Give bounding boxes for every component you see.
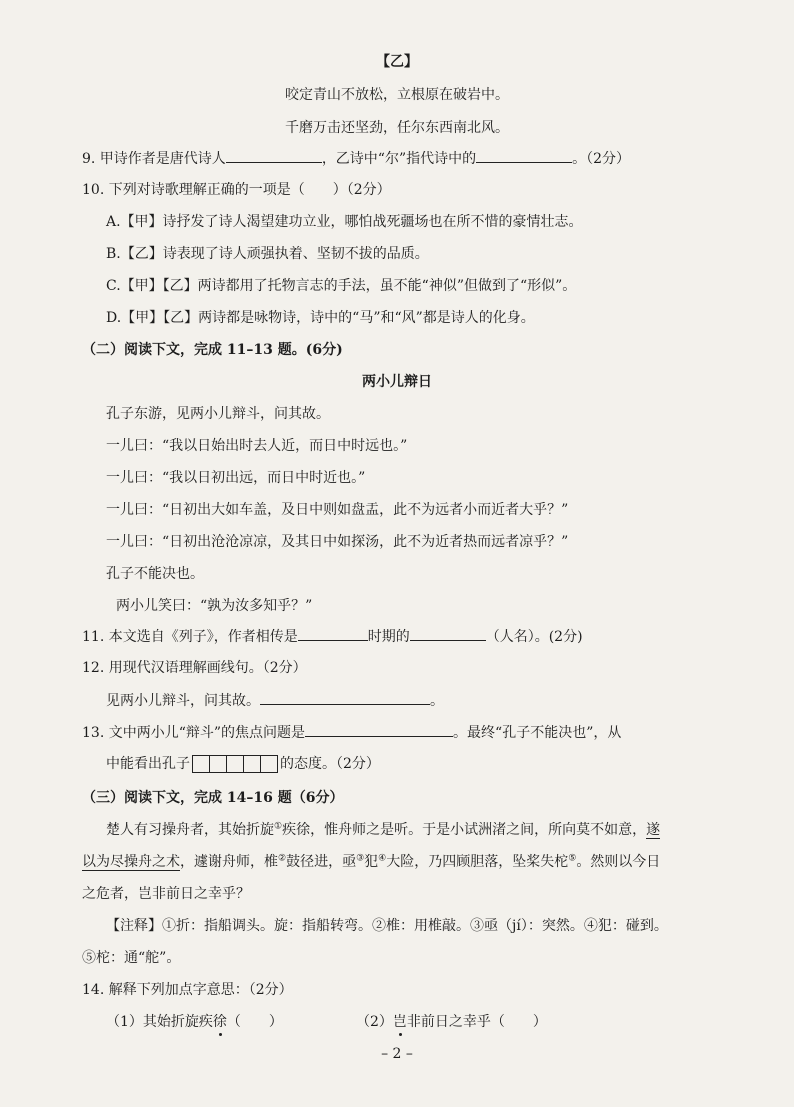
text-span: ，遽谢舟师，椎 xyxy=(180,854,278,870)
section-3-heading: （三）阅读下文，完成 14–16 题（6分） xyxy=(82,790,344,806)
q12-answer-line xyxy=(106,690,444,711)
note-ref-4: ④ xyxy=(378,853,387,864)
q10-option-d: D.【甲】【乙】两诗都是咏物诗，诗中的“马”和“风”都是诗人的化身。 xyxy=(106,310,535,326)
text-span: 。然则以今日 xyxy=(576,854,661,870)
passage-para-7: 两小儿笑曰：“孰为汝多知乎？” xyxy=(116,598,313,614)
poem-yi-heading: 【乙】 xyxy=(376,54,418,70)
note-ref-3: ③ xyxy=(356,853,365,864)
q14-item-2 xyxy=(356,1012,547,1032)
passage-para-1: 孔子东游，见两小儿辩斗，问其故。 xyxy=(106,406,330,422)
q9-blank-2[interactable] xyxy=(476,148,572,163)
passage-3-line-3: 之危者，岂非前日之幸乎？ xyxy=(82,886,250,902)
underlined-text: 以为尽操舟之术 xyxy=(82,854,180,870)
answer-box[interactable] xyxy=(209,755,227,773)
text-span: 鼓径进，亟 xyxy=(286,854,357,870)
q12-sentence: 见两小儿辩斗，问其故。 xyxy=(106,693,260,709)
q11-blank-1[interactable] xyxy=(298,626,368,641)
q9-suffix: 。（2分） xyxy=(572,151,631,167)
text-span: 楚人有习操舟者，其始折旋 xyxy=(106,822,274,838)
passage-para-5: 一儿曰：“日初出沧沧凉凉，及其日中如探汤，此不为近者热而远者凉乎？” xyxy=(106,534,569,550)
passage-para-4: 一儿曰：“日初出大如车盖，及日中则如盘盂，此不为远者小而近者大乎？” xyxy=(106,502,569,518)
dotted-char: 徐 xyxy=(212,1014,227,1030)
question-11 xyxy=(82,626,583,647)
q12-blank[interactable] xyxy=(260,690,430,705)
q9-prefix: 9. 甲诗作者是唐代诗人 xyxy=(82,151,226,167)
q13-mid: 。最终“孔子不能决也”，从 xyxy=(453,725,622,741)
passage-para-3: 一儿曰：“我以日初出远，而日中时近也。” xyxy=(106,470,366,486)
passage-para-2: 一儿曰：“我以日始出时去人近，而日中时远也。” xyxy=(106,438,408,454)
q9-blank-1[interactable] xyxy=(226,148,322,163)
question-13-line-2 xyxy=(106,754,380,774)
q11-prefix: 11. 本文选自《列子》，作者相传是 xyxy=(82,629,298,645)
answer-box[interactable] xyxy=(243,755,261,773)
q9-mid: ，乙诗中“尔”指代诗中的 xyxy=(321,151,477,167)
text-span: （1）其始折旋疾 xyxy=(106,1014,213,1030)
poem-yi-line-2: 千磨万击还坚劲，任尔东西南北风。 xyxy=(285,120,509,136)
q13-prefix: 13. 文中两小儿“辩斗”的焦点问题是 xyxy=(82,725,306,741)
question-13-line-1 xyxy=(82,722,621,743)
answer-box[interactable] xyxy=(226,755,244,773)
answer-box[interactable] xyxy=(192,755,210,773)
question-14-stem: 14. 解释下列加点字意思：（2分） xyxy=(82,982,293,998)
note-ref-2: ② xyxy=(278,853,287,864)
text-span: 犯 xyxy=(364,854,379,870)
passage-title: 两小儿辩日 xyxy=(362,374,432,390)
text-span: 疾徐，惟舟师之是听。于是小试洲渚之间，所向莫不如意， xyxy=(282,822,647,838)
passage-3-line-2 xyxy=(82,852,660,872)
q13-blank[interactable] xyxy=(305,722,453,737)
q13-line2-suffix: 的态度。（2分） xyxy=(280,756,380,772)
q12-end: 。 xyxy=(430,693,444,709)
q14-answer-1[interactable]: （ ） xyxy=(226,1014,283,1030)
q10-option-a: A.【甲】诗抒发了诗人渴望建功立业，哪怕战死疆场也在所不惜的豪情壮志。 xyxy=(106,214,583,230)
poem-yi-line-1: 咬定青山不放松，立根原在破岩中。 xyxy=(285,87,509,103)
underlined-text: 遂 xyxy=(646,822,661,838)
question-12-stem: 12. 用现代汉语理解画线句。（2分） xyxy=(82,660,307,676)
answer-box[interactable] xyxy=(260,755,278,773)
section-2-heading: （二）阅读下文，完成 11–13 题。(6分) xyxy=(82,342,343,358)
q14-answer-2[interactable]: 非前日之幸乎（ ） xyxy=(406,1014,547,1030)
text-span: （2） xyxy=(356,1014,393,1030)
dotted-char: 岂 xyxy=(392,1014,407,1030)
page-number: – 2 – xyxy=(381,1046,413,1062)
question-9 xyxy=(82,148,630,169)
q11-mid: 时期的 xyxy=(367,629,410,645)
q13-line2-prefix: 中能看出孔子 xyxy=(106,756,190,772)
q11-suffix: （人名）。(2分) xyxy=(485,629,583,645)
note-ref-1: ① xyxy=(274,821,283,832)
q13-answer-boxes[interactable] xyxy=(192,755,278,773)
notes-line-2: ⑤柁：通“舵”。 xyxy=(82,950,181,966)
notes-line-1: 【注释】①折：指船调头。旋：指船转弯。②椎：用椎敲。③亟（jí）：突然。④犯：碰到。 xyxy=(106,918,668,934)
q10-option-b: B.【乙】诗表现了诗人顽强执着、坚韧不拔的品质。 xyxy=(106,246,429,262)
q11-blank-2[interactable] xyxy=(410,626,486,641)
passage-para-6: 孔子不能决也。 xyxy=(106,566,204,582)
note-ref-5: ⑤ xyxy=(568,853,577,864)
passage-3-line-1 xyxy=(106,820,660,840)
q10-option-c: C.【甲】【乙】两诗都用了托物言志的手法，虽不能“神似”但做到了“形似”。 xyxy=(106,278,577,294)
text-span: 大险，乃四顾胆落，坠桨失柁 xyxy=(386,854,569,870)
q14-item-1 xyxy=(106,1012,283,1032)
question-10-stem: 10. 下列对诗歌理解正确的一项是（ ）（2分） xyxy=(82,182,391,198)
